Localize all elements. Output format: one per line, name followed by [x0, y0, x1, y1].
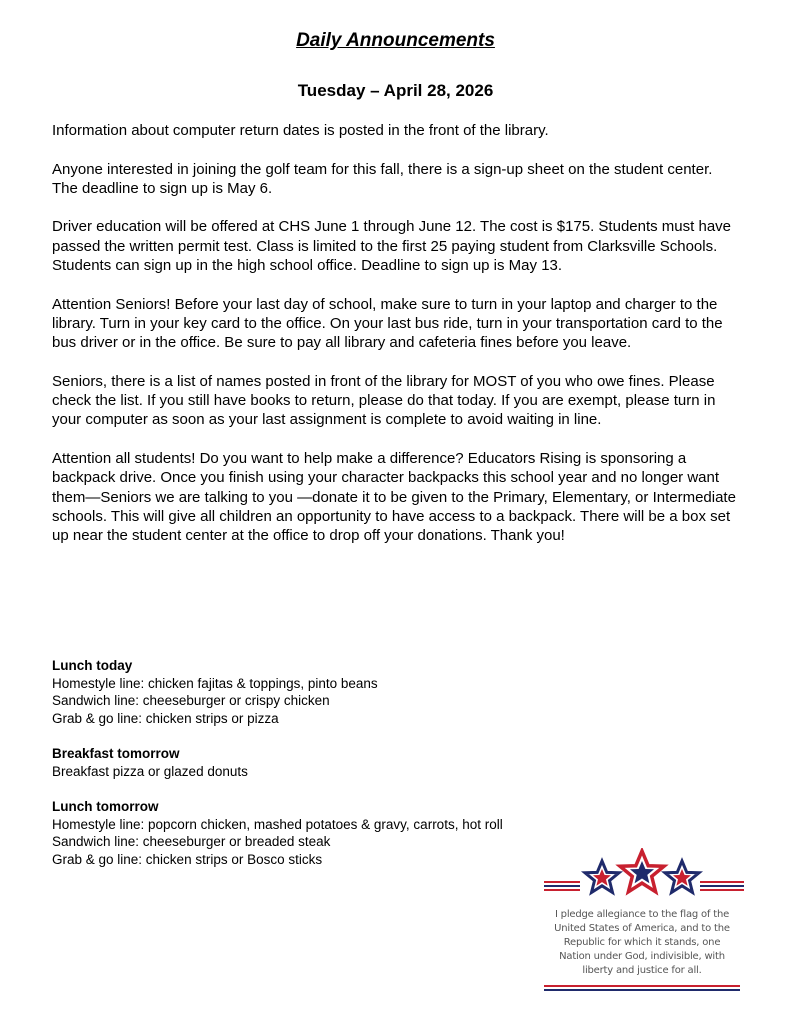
menu-lunch-today — [52, 657, 652, 727]
announcement-golf-team: Anyone interested in joining the golf team for this fall, there is a sign-up sheet on the student center. The deadline to sign up is May 6. — [52, 160, 713, 197]
pledge-line: Republic for which it stands, one — [563, 937, 721, 948]
pledge-line: liberty and justice for all. — [582, 965, 702, 976]
pledge-text — [540, 908, 744, 978]
three-stars-icon — [540, 848, 744, 904]
announcement-seniors-checkout: Attention Seniors! Before your last day of school, make sure to turn in your laptop and charger to the library. Turn in your key card to the office. On your last bus ride, turn in your transportation card to the bus driver or in the office. Be sure to pay all library and cafeteria fines before you leave. — [52, 295, 723, 352]
pledge-line: Nation under God, indivisible, with — [559, 951, 725, 962]
menu-line: Homestyle line: chicken fajitas & toppings, pinto beans — [52, 675, 378, 691]
menu-line: Grab & go line: chicken strips or Bosco sticks — [52, 851, 323, 867]
page-date: Tuesday – April 28, 2026 — [297, 81, 494, 100]
menu-line: Homestyle line: popcorn chicken, mashed potatoes & gravy, carrots, hot roll — [52, 816, 503, 832]
menu-heading: Lunch tomorrow — [52, 799, 159, 814]
announcement-computer-return: Information about computer return dates is posted in the front of the library. — [52, 122, 549, 139]
pledge-line: I pledge allegiance to the flag of the — [554, 909, 730, 920]
announcement-seniors-fines: Seniors, there is a list of names posted in front of the library for MOST of you who owe fines. Please check the list. If you still have books to return, please do that today. If you are exempt, please turn in your computer as soon as your last assignment is complete to avoid waiting in line. — [52, 372, 716, 429]
announcements-body — [52, 121, 742, 565]
menu-line: Breakfast pizza or glazed donuts — [52, 763, 248, 779]
announcement-driver-education: Driver education will be offered at CHS June 1 through June 12. The cost is $175. Students must have passed the written permit test. Class is limited to the first 25 paying student from Clarksville Schools. Students can sign up in the high school office. Deadline to sign up is May 13. — [52, 218, 732, 275]
menu-breakfast-tomorrow — [52, 745, 652, 780]
pledge-line: United States of America, and to the — [554, 923, 730, 934]
menu-line: Grab & go line: chicken strips or pizza — [52, 710, 279, 726]
page-title: Daily Announcements — [296, 30, 495, 51]
menu-heading: Lunch today — [52, 658, 133, 673]
menu-line: Sandwich line: cheeseburger or crispy chicken — [52, 693, 330, 708]
pledge-graphic — [540, 848, 744, 998]
menu-heading: Breakfast tomorrow — [52, 746, 180, 761]
menu-line: Sandwich line: cheeseburger or breaded steak — [52, 834, 331, 849]
announcement-backpack-drive: Attention all students! Do you want to help make a difference? Educators Rising is sponsoring a backpack drive. Once you finish using your character backpacks this school year and no longer want them—Seniors we are talking to you —donate it to be given to the Primary, Elementary, or Intermediate schools. This will give all children an opportunity to have access to a backpack. There will be a box set up near the student center at the office to drop off your donations. Thank you! — [52, 450, 736, 545]
bottom-stripes-icon — [540, 984, 744, 994]
